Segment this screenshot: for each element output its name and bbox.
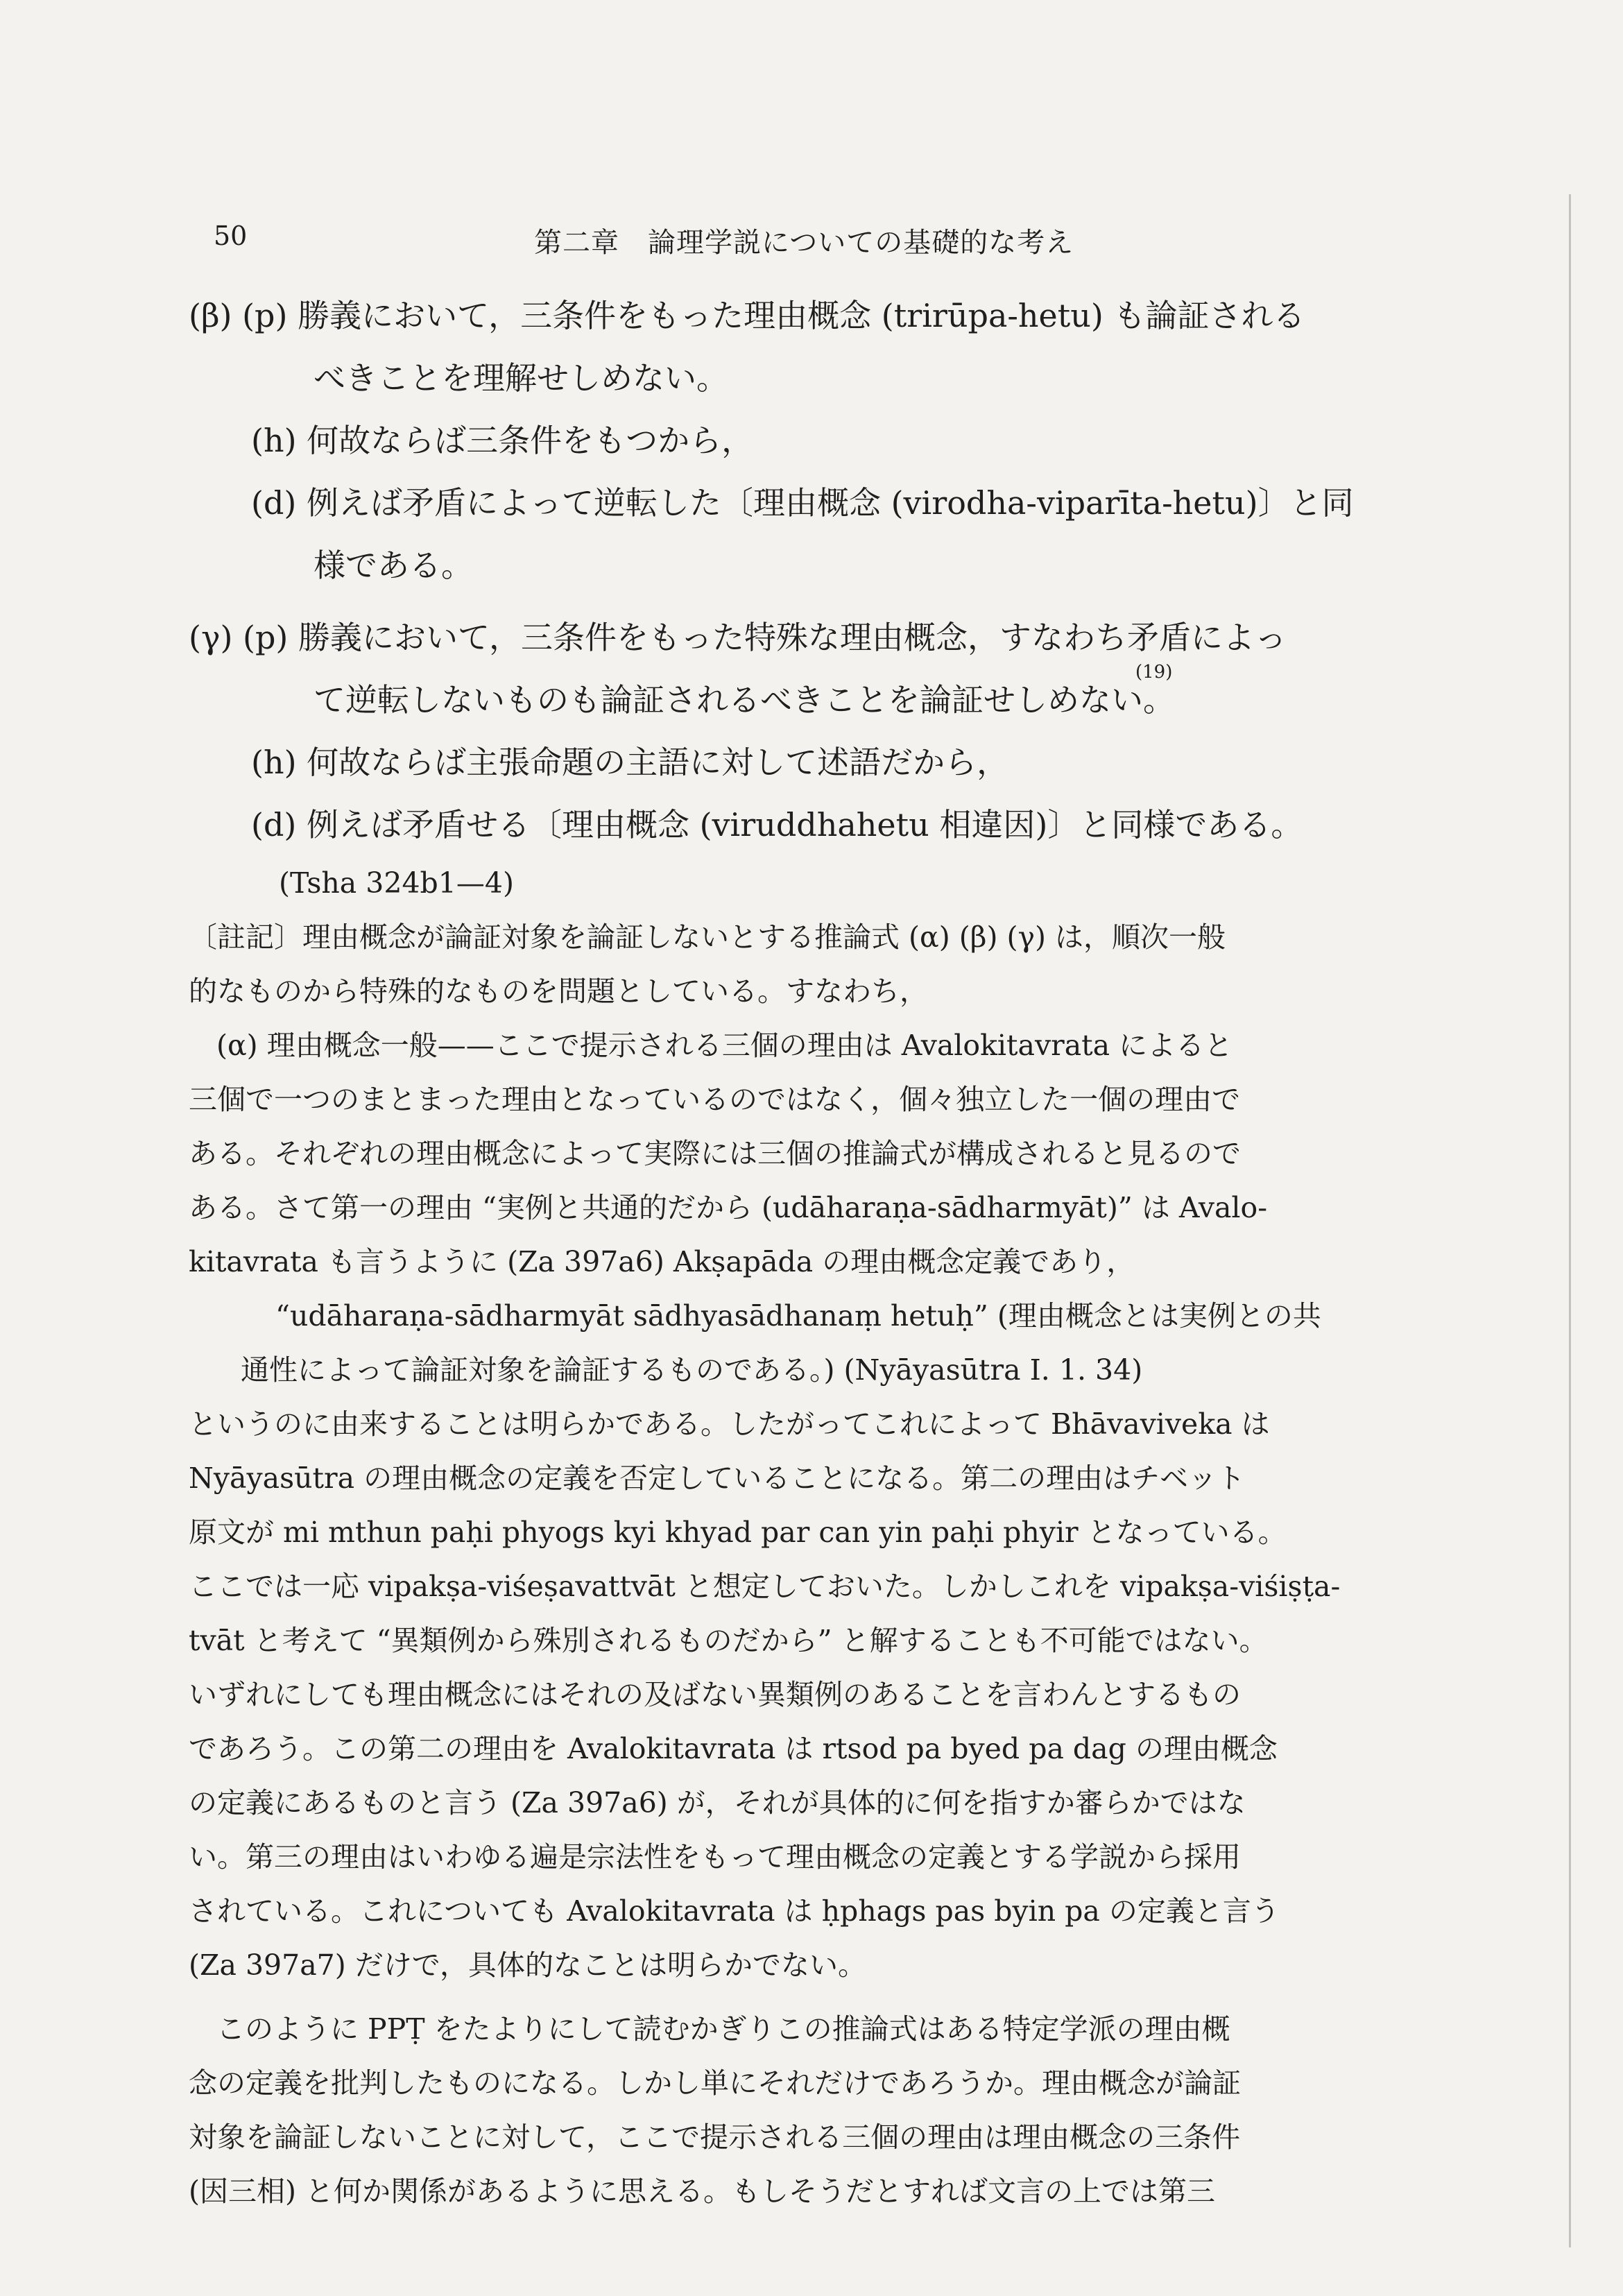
text-line: て逆転しないものも論証されるべきことを論証せしめない。 [314, 681, 1175, 719]
text-line: というのに由来することは明らかである。したがってこれによって Bhāvaviveka は [189, 1407, 1270, 1441]
text-line: の定義にあるものと言う (Za 397a6) が，それが具体的に何を指すか審らかではな [189, 1786, 1246, 1819]
text-line: ある。それぞれの理由概念によって実際には三個の推論式が構成されると見るので [189, 1137, 1241, 1170]
text-line: (γ) (p) 勝義において，三条件をもった特殊な理由概念，すなわち矛盾によっ [189, 619, 1287, 656]
text-line: (α) 理由概念一般——ここで提示される三個の理由は Avalokitavrata によると [216, 1029, 1233, 1062]
text-line: tvāt と考えて “異類例から殊別されるものだから” と解することも不可能ではない。 [189, 1624, 1268, 1657]
text-line: 三個で一つのまとまった理由となっているのではなく，個々独立した一個の理由で [189, 1083, 1241, 1116]
text-line: いずれにしても理由概念にはそれの及ばない異類例のあることを言わんとするもの [189, 1678, 1241, 1711]
text-line: (因三相) と何か関係があるように思える。もしそうだとすれば文言の上では第三 [189, 2175, 1216, 2208]
text-line: 念の定義を批判したものになる。しかし単にそれだけであろうか。理由概念が論証 [189, 2066, 1241, 2100]
text-line: 様である。 [314, 547, 473, 584]
text-line: い。第三の理由はいわゆる遍是宗法性をもって理由概念の定義とする学説から採用 [189, 1840, 1241, 1874]
text-line: 対象を論証しないことに対して，ここで提示される三個の理由は理由概念の三条件 [189, 2121, 1241, 2154]
text-line: (d) 例えば矛盾せる〔理由概念 (viruddhahetu 相違因)〕と同様である。 [251, 806, 1303, 843]
text-line: ある。さて第一の理由 “実例と共通的だから (udāharaṇa-sādharmyāt)” は Avalo- [189, 1191, 1268, 1224]
text-line: Nyāyasūtra の理由概念の定義を否定していることになる。第二の理由はチベット [189, 1462, 1246, 1495]
text-line: kitavrata も言うように (Za 397a6) Akṣapāda の理由概念定義であり， [189, 1245, 1135, 1278]
text-line: (Za 397a7) だけで，具体的なことは明らかでない。 [189, 1948, 866, 1982]
page-body [189, 284, 1389, 2218]
text-line: (β) (p) 勝義において，三条件をもった理由概念 (trirūpa-hetu) も論証される [189, 297, 1305, 334]
text-line: (h) 何故ならば主張命題の主語に対して述語だから， [251, 744, 1009, 781]
text-line: ここでは一応 vipakṣa-viśeṣavattvāt と想定しておいた。しかしこれを vipakṣa-viśiṣṭa- [189, 1570, 1341, 1603]
text-line: であろう。この第二の理由を Avalokitavrata は rtsod pa byed pa dag の理由概念 [189, 1732, 1278, 1765]
text-line: 原文が mi mthun paḥi phyogs kyi khyad par can yin paḥi phyir となっている。 [189, 1516, 1287, 1549]
quotation: “udāharaṇa-sādharmyāt sādhyasādhanaṃ hetuḥ” (理由概念とは実例との共 [275, 1299, 1321, 1333]
text-line: (h) 何故ならば三条件をもつから， [251, 422, 754, 459]
text-line: 的なものから特殊的なものを問題としている。すなわち， [189, 975, 928, 1008]
footnote-marker: (19) [1135, 662, 1173, 683]
text-line: 〔註記〕理由概念が論証対象を論証しないとする推論式 (α) (β) (γ) は，順次一般 [189, 920, 1226, 954]
quotation: 通性によって論証対象を論証するものである。) (Nyāyasūtra I. 1. 34) [241, 1353, 1143, 1387]
citation: (Tsha 324b1—4) [279, 866, 514, 900]
text-line-with-footnote [189, 662, 1389, 731]
page-number: 50 [214, 221, 248, 251]
page-edge-line [1569, 194, 1571, 2247]
text-line: このように PPṬ をたよりにして読むかぎりこの推論式はある特定学派の理由概 [216, 2012, 1230, 2046]
text-line: されている。これについても Avalokitavrata は ḥphags pas byin pa の定義と言う [189, 1894, 1280, 1928]
running-title: 第二章 論理学説についての基礎的な考え [534, 227, 1074, 259]
text-line: べきことを理解せしめない。 [314, 359, 728, 397]
text-line: (d) 例えば矛盾によって逆転した〔理由概念 (virodha-viparīta-hetu)〕と同 [251, 484, 1354, 522]
